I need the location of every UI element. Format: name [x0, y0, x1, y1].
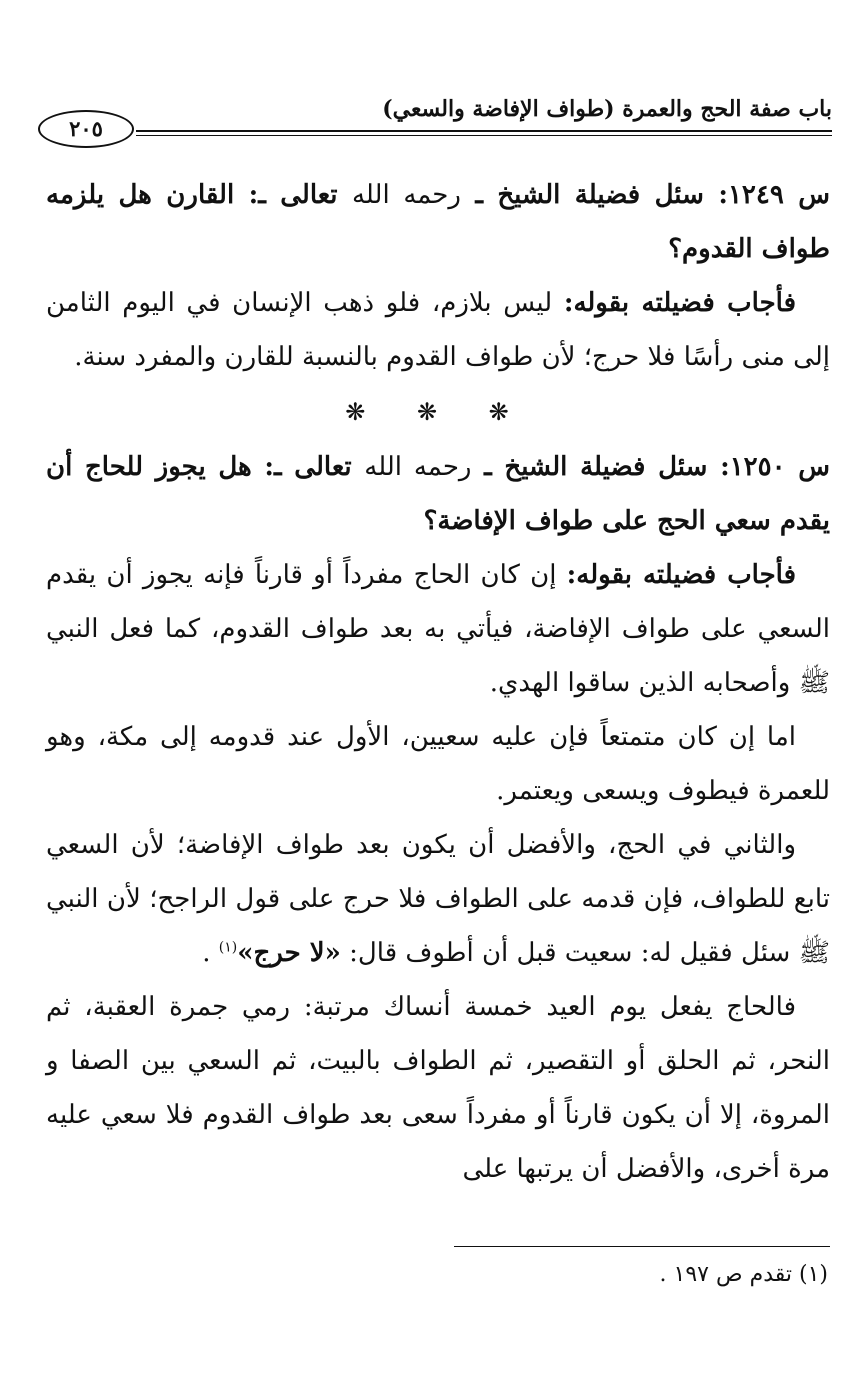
question-label: س ١٢٤٩:: [718, 180, 830, 210]
question-text-end: تعالى ـ: القارن هل يلزمه طواف القدوم؟: [46, 180, 830, 264]
running-header: [38, 96, 832, 148]
question-label: س ١٢٥٠:: [720, 452, 830, 482]
answer-lead: فأجاب فضيلته بقوله:: [563, 288, 797, 318]
section-separator: ❋ ❋ ❋: [345, 398, 531, 426]
question-text: سئل فضيلة الشيخ ـ: [475, 180, 704, 210]
answer-1249: [46, 276, 830, 384]
paragraph-end: .: [202, 938, 211, 968]
question-honorific: رحمه الله: [351, 180, 461, 210]
answer-text: ليس بلازم، فلو ذهب الإنسان في اليوم الثامن إلى منى رأسًا فلا حرج؛ لأن طواف القدوم بالنسبة للقارن والمفرد سنة.: [46, 288, 830, 372]
answer-1250: [46, 548, 830, 710]
chapter-title: باب صفة الحج والعمرة (طواف الإفاضة والسعي): [382, 96, 832, 122]
page-body: [46, 168, 830, 1196]
question-text: سئل فضيلة الشيخ ـ: [484, 452, 708, 482]
header-rule: [136, 130, 832, 132]
answer-paragraph-3: [46, 818, 830, 980]
footnote: (١) تقدم ص ١٩٧ .: [659, 1262, 828, 1287]
page-number: ٢٠٥: [38, 110, 134, 148]
question-1250: [46, 440, 830, 548]
hadith-quote: «لا حرج»: [237, 938, 341, 968]
question-honorific: رحمه الله: [364, 452, 472, 482]
answer-text: إن كان الحاج مفرداً أو قارناً فإنه يجوز أن يقدم السعي على طواف الإفاضة، فيأتي به بعد طواف القدوم، كما فعل النبي ﷺ وأصحابه الذين ساقوا الهدي.: [46, 560, 830, 698]
footnote-rule: [454, 1246, 830, 1247]
paragraph-text: والثاني في الحج، والأفضل أن يكون بعد طواف الإفاضة؛ لأن السعي تابع للطواف، فإن قدمه على الطواف فلا حرج على قول الراجح؛ لأن النبي ﷺ سئل فقيل له: سعيت قبل أن أطوف قال:: [46, 830, 830, 968]
question-text-end: تعالى ـ: هل يجوز للحاج أن يقدم سعي الحج على طواف الإفاضة؟: [46, 452, 830, 536]
answer-lead: فأجاب فضيلته بقوله:: [566, 560, 797, 590]
question-1249: [46, 168, 830, 276]
header-rule-thin: [136, 135, 832, 136]
answer-paragraph-2: اما إن كان متمتعاً فإن عليه سعيين، الأول عند قدومه إلى مكة، وهو للعمرة فيطوف ويسعى ويعتمر.: [46, 722, 830, 806]
answer-paragraph-4: فالحاج يفعل يوم العيد خمسة أنساك مرتبة: رمي جمرة العقبة، ثم النحر، ثم الحلق أو التقصير، ثم الطواف بالبيت، ثم السعي بين الصفا و المروة، إلا أن يكون قارناً أو مفرداً سعى بعد طواف القدوم فلا سعي عليه مرة أخرى، والأفضل أن يرتبها على: [46, 992, 830, 1184]
footnote-ref: (١): [218, 939, 238, 956]
